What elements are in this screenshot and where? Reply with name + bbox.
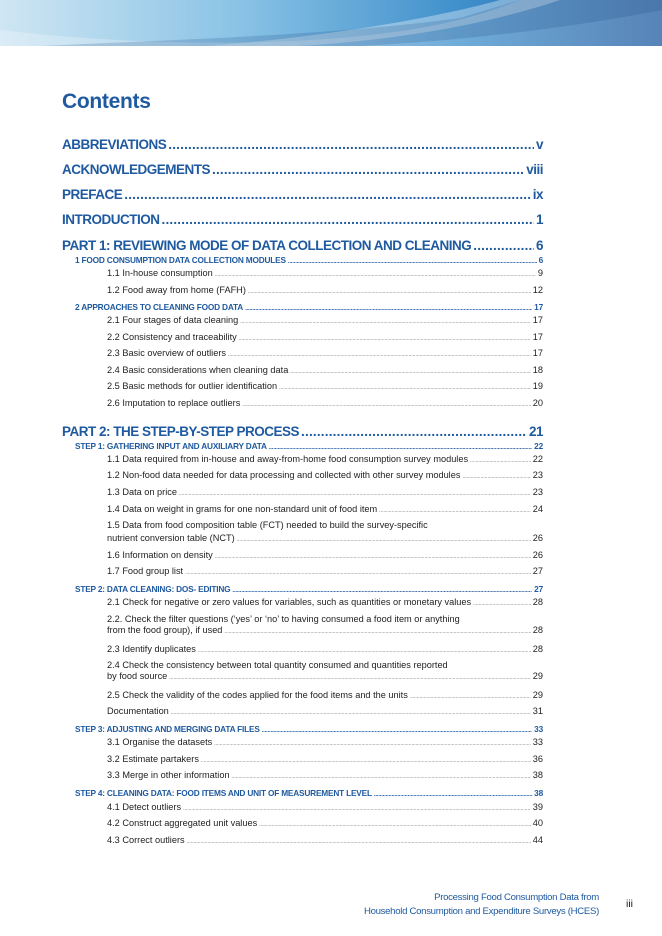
dot-leader xyxy=(379,508,531,514)
toc-entry-title: 4.1 Detect outliers xyxy=(107,802,182,812)
toc-entry-page: 40 xyxy=(532,818,543,828)
toc-subsection-entry[interactable] xyxy=(107,332,543,342)
toc-subsection-entry[interactable] xyxy=(107,671,543,681)
toc-subsection-entry[interactable] xyxy=(107,348,543,358)
dot-leader xyxy=(473,601,531,607)
toc-subsection-entry[interactable] xyxy=(107,504,543,514)
toc-entry-title: 2.5 Check the validity of the codes applied for the food items and the units xyxy=(107,690,408,700)
toc-entry-page: 29 xyxy=(532,690,543,700)
toc-entry-title: 2.2 Consistency and traceability xyxy=(107,332,237,342)
dot-leader xyxy=(228,352,531,358)
toc-section-entry[interactable] xyxy=(75,255,543,265)
toc-entry-title: 4.2 Construct aggregated unit values xyxy=(107,818,258,828)
dot-leader xyxy=(410,694,531,700)
toc-subsection-entry[interactable] xyxy=(107,706,543,716)
toc-entry-page: 17 xyxy=(534,302,543,312)
toc-entry-page: 23 xyxy=(532,470,543,480)
dot-leader xyxy=(215,272,536,278)
toc-entry-title: 2.4 Basic considerations when cleaning data xyxy=(107,365,289,375)
toc-entry-title: 1.2 Food away from home (FAFH) xyxy=(107,285,246,295)
toc-subsection-entry[interactable] xyxy=(107,566,543,576)
toc-entry-title: 2.1 Check for negative or zero values for variables, such as quantities or monetary values xyxy=(107,597,472,607)
dot-leader xyxy=(242,402,530,408)
toc-entry-page: 33 xyxy=(532,737,543,747)
toc-entry-title: ACKNOWLEDGEMENTS xyxy=(62,162,210,177)
dot-leader xyxy=(237,537,531,543)
dot-leader xyxy=(259,822,531,828)
dot-leader xyxy=(179,491,531,497)
toc-entry-title: STEP 2: DATA CLEANING: DOS- EDITING xyxy=(75,584,231,594)
toc-entry-title: 1.2 Non-food data needed for data processing and collected with other survey modules xyxy=(107,470,461,480)
dot-leader xyxy=(224,629,530,635)
dot-leader xyxy=(168,137,534,152)
toc-entry-page: 38 xyxy=(532,770,543,780)
toc-part-entry[interactable] xyxy=(62,162,543,177)
toc-subsection-entry[interactable] xyxy=(107,690,543,700)
toc-subsection-entry[interactable] xyxy=(107,381,543,391)
dot-leader xyxy=(201,758,531,764)
dot-leader xyxy=(232,588,532,594)
toc-entry-page: ix xyxy=(532,187,543,202)
dot-leader xyxy=(232,774,531,780)
dot-leader xyxy=(198,648,531,654)
toc-entry-title: from the food group), if used xyxy=(107,625,223,635)
toc-entry-title: 2.1 Four stages of data cleaning xyxy=(107,315,239,325)
toc-entry-title: 2.3 Identify duplicates xyxy=(107,644,196,654)
toc-entry-title: 3.1 Organise the datasets xyxy=(107,737,213,747)
dot-leader xyxy=(462,474,530,480)
toc-entry-page: 18 xyxy=(532,365,543,375)
page-number: iii xyxy=(626,898,633,910)
toc-part-entry[interactable] xyxy=(62,137,543,152)
toc-entry-title: 3.2 Estimate partakers xyxy=(107,754,199,764)
toc-entry-page: 26 xyxy=(532,550,543,560)
toc-entry-page: 17 xyxy=(532,315,543,325)
toc-section-entry[interactable] xyxy=(75,584,543,594)
toc-entry-page: 9 xyxy=(537,268,543,278)
toc-entry-page: 28 xyxy=(532,644,543,654)
toc-entry-page: 19 xyxy=(532,381,543,391)
dot-leader xyxy=(215,554,531,560)
dot-leader xyxy=(162,212,534,227)
toc-entry-page: 27 xyxy=(534,584,543,594)
toc-entry-page: 31 xyxy=(532,706,543,716)
toc-entry-title: 1.1 Data required from in-house and away-from-home food consumption survey modules xyxy=(107,454,469,464)
toc-entry-title: STEP 1: GATHERING INPUT AND AUXILIARY DATA xyxy=(75,441,267,451)
dot-leader xyxy=(169,675,530,681)
dot-leader xyxy=(212,162,524,177)
toc-subsection-entry[interactable] xyxy=(107,802,543,812)
toc-section-entry[interactable] xyxy=(75,441,543,451)
dot-leader xyxy=(239,336,531,342)
dot-leader xyxy=(269,445,532,451)
toc-entry-title: Documentation xyxy=(107,706,169,716)
toc-subsection-entry[interactable] xyxy=(107,597,543,607)
dot-leader xyxy=(240,319,531,325)
toc-entry-title: 1.6 Information on density xyxy=(107,550,213,560)
toc-section-entry[interactable] xyxy=(75,302,543,312)
dot-leader xyxy=(245,306,532,312)
toc-subsection-entry[interactable] xyxy=(107,487,543,497)
toc-subsection-entry[interactable] xyxy=(107,835,543,845)
dot-leader xyxy=(470,458,531,464)
toc-entry-page: 17 xyxy=(532,348,543,358)
toc-subsection-entry[interactable] xyxy=(107,754,543,764)
toc-entry-page: 20 xyxy=(532,398,543,408)
footer-line-1: Processing Food Consumption Data from xyxy=(434,892,599,903)
toc-entry-page: v xyxy=(535,137,543,152)
toc-entry-title: PREFACE xyxy=(62,187,123,202)
toc-part-entry[interactable] xyxy=(62,424,543,439)
toc-entry-page: 22 xyxy=(534,441,543,451)
toc-entry-page: 17 xyxy=(532,332,543,342)
dot-leader xyxy=(171,710,531,716)
toc-entry-title: ABBREVIATIONS xyxy=(62,137,167,152)
toc-entry-page: 26 xyxy=(532,533,543,543)
toc-entry-title: 1.7 Food group list xyxy=(107,566,184,576)
toc-subsection-entry[interactable] xyxy=(107,315,543,325)
toc-subsection-entry[interactable] xyxy=(107,533,543,543)
toc-entry-page: 23 xyxy=(532,487,543,497)
toc-entry-page: 29 xyxy=(532,671,543,681)
toc-entry-page: 21 xyxy=(528,424,543,439)
toc-entry-title: 1.4 Data on weight in grams for one non-standard unit of food item xyxy=(107,504,378,514)
toc-part-entry[interactable] xyxy=(62,212,543,227)
dot-leader xyxy=(290,369,530,375)
toc-subsection-entry[interactable] xyxy=(107,268,543,278)
contents-heading: Contents xyxy=(62,90,151,113)
toc-subsection-entry[interactable] xyxy=(107,365,543,375)
toc-entry-page: 39 xyxy=(532,802,543,812)
toc-entry-title: by food source xyxy=(107,671,168,681)
toc-entry-title: 3.3 Merge in other information xyxy=(107,770,230,780)
toc-entry-page: 33 xyxy=(534,724,543,734)
toc-entry-title: 2.3 Basic overview of outliers xyxy=(107,348,226,358)
toc-entry-page: 1 xyxy=(535,212,543,227)
dot-leader xyxy=(301,424,527,439)
toc-entry-page: 36 xyxy=(532,754,543,764)
dot-leader xyxy=(288,259,537,265)
toc-entry-title: 2.6 Imputation to replace outliers xyxy=(107,398,241,408)
toc-section-entry[interactable] xyxy=(75,788,543,798)
toc-entry-title: 1.1 In-house consumption xyxy=(107,268,213,278)
dot-leader xyxy=(473,238,534,253)
toc-entry-title: INTRODUCTION xyxy=(62,212,160,227)
toc-subsection-entry[interactable] xyxy=(107,470,543,480)
footer-line-2: Household Consumption and Expenditure Surveys (HCES) xyxy=(363,906,599,917)
dot-leader xyxy=(279,385,531,391)
toc-entry-page: 27 xyxy=(532,566,543,576)
toc-entry-page: 28 xyxy=(532,597,543,607)
toc-entry-page: viii xyxy=(526,162,543,177)
toc-entry-title: nutrient conversion table (NCT) xyxy=(107,533,235,543)
toc-subsection-entry[interactable] xyxy=(107,550,543,560)
toc-entry-title: 1.3 Data on price xyxy=(107,487,177,497)
toc-entry-page: 24 xyxy=(532,504,543,514)
toc-section-entry[interactable] xyxy=(75,724,543,734)
toc-entry-title: STEP 4: CLEANING DATA: FOOD ITEMS AND UNIT OF MEASUREMENT LEVEL xyxy=(75,788,372,798)
toc-subsection-entry[interactable] xyxy=(107,625,543,635)
toc-entry-page: 38 xyxy=(534,788,543,798)
toc-subsection-entry[interactable] xyxy=(107,644,543,654)
dot-leader xyxy=(124,187,530,202)
toc-entry-page: 28 xyxy=(532,625,543,635)
toc-entry-page: 44 xyxy=(532,835,543,845)
dot-leader xyxy=(374,792,532,798)
dot-leader xyxy=(183,806,531,812)
dot-leader xyxy=(262,728,532,734)
toc-subsection-entry[interactable] xyxy=(107,770,543,780)
toc-entry-page: 12 xyxy=(532,285,543,295)
toc-entry-title: 4.3 Correct outliers xyxy=(107,835,185,845)
toc-entry-title-line: 2.2. Check the filter questions (‘yes’ or ‘no’ to having consumed a food item or anything xyxy=(107,614,460,624)
dot-leader xyxy=(248,289,531,295)
toc-entry-title: PART 1: REVIEWING MODE OF DATA COLLECTION AND CLEANING xyxy=(62,238,472,253)
toc-entry-title: 2.5 Basic methods for outlier identification xyxy=(107,381,278,391)
toc-subsection-entry[interactable] xyxy=(107,398,543,408)
toc-entry-title: 1 FOOD CONSUMPTION DATA COLLECTION MODULES xyxy=(75,255,286,265)
footer-title xyxy=(364,891,599,919)
toc-subsection-entry[interactable] xyxy=(107,737,543,747)
dot-leader xyxy=(187,839,531,845)
toc-part-entry[interactable] xyxy=(62,238,543,253)
header-banner xyxy=(0,0,662,48)
toc-entry-page: 6 xyxy=(538,255,543,265)
toc-entry-page: 22 xyxy=(532,454,543,464)
toc-part-entry[interactable] xyxy=(62,187,543,202)
toc-entry-title: STEP 3: ADJUSTING AND MERGING DATA FILES xyxy=(75,724,260,734)
toc-entry-title: 2 APPROACHES TO CLEANING FOOD DATA xyxy=(75,302,244,312)
toc-subsection-entry[interactable] xyxy=(107,454,543,464)
toc-entry-title: PART 2: THE STEP-BY-STEP PROCESS xyxy=(62,424,300,439)
toc-entry-page: 6 xyxy=(535,238,543,253)
toc-entry-title-line: 1.5 Data from food composition table (FCT) needed to build the survey-specific xyxy=(107,520,428,530)
toc-entry-title-line: 2.4 Check the consistency between total quantity consumed and quantities reported xyxy=(107,660,448,670)
toc-subsection-entry[interactable] xyxy=(107,818,543,828)
toc-subsection-entry[interactable] xyxy=(107,285,543,295)
dot-leader xyxy=(185,570,531,576)
dot-leader xyxy=(214,741,531,747)
